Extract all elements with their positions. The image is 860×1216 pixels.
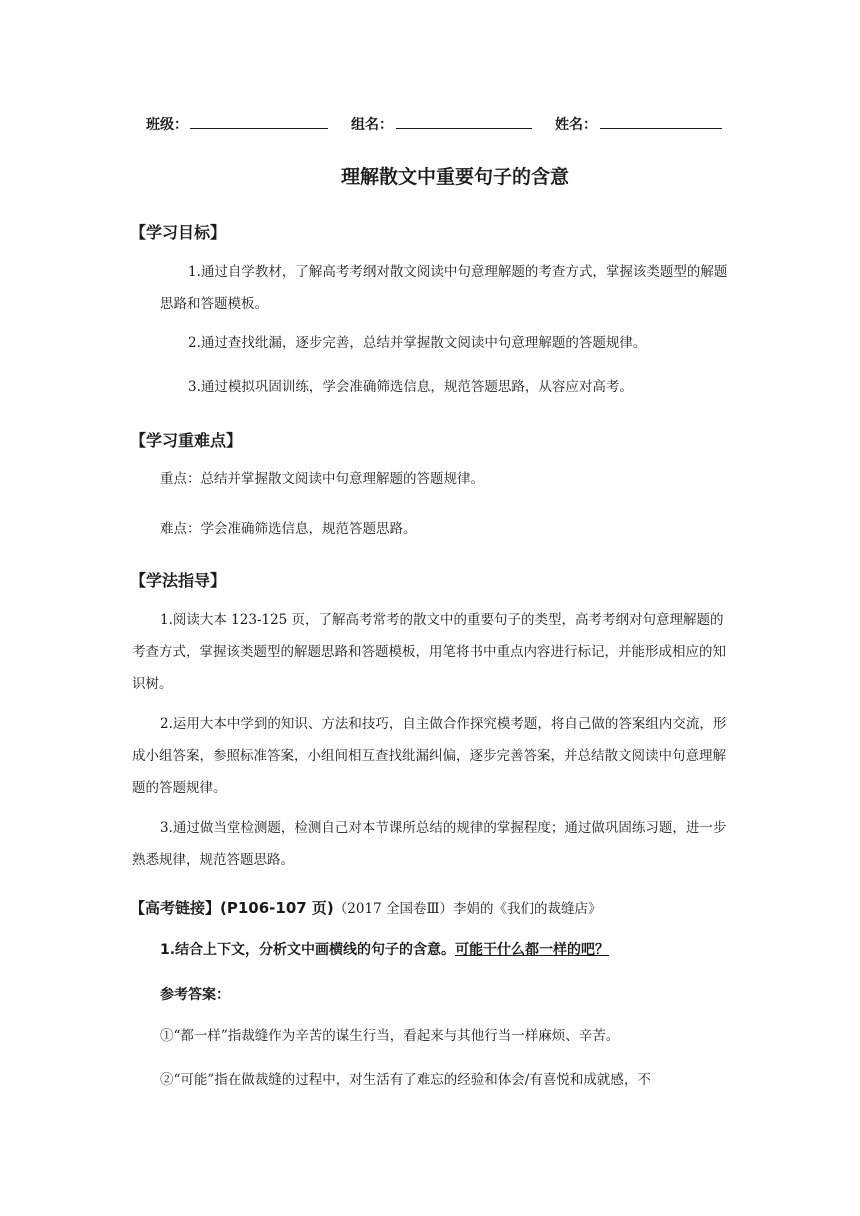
page-title: 理解散文中重要句子的含意 <box>340 166 569 188</box>
goals-heading: 【学习目标】 <box>130 223 227 242</box>
goal-item-3: 3.通过模拟巩固训练，学会准确筛选信息，规范答题思路，从容应对高考。 <box>188 379 633 395</box>
method-item-2: 2.运用大本中学到的知识、方法和技巧，自主做合作探究模考题，将自己做的答案组内交流，形成小组答案，参照标准答案，小组间相互查找纰漏纠偏，逐步完善答案，并总结散文阅读中句意理解题的答题规律。 <box>132 716 727 796</box>
key-points-heading: 【学习重难点】 <box>130 431 243 450</box>
exam-link-source: （2017 全国卷Ⅲ）李娟的《我们的裁缝店》 <box>333 901 602 917</box>
name-label: 姓名： <box>555 117 597 133</box>
goal-item-2: 2.通过查找纰漏，逐步完善，总结并掌握散文阅读中句意理解题的答题规律。 <box>188 335 647 351</box>
class-label: 班级： <box>146 117 188 133</box>
exam-link-pages: (P106-107 页) <box>220 899 334 917</box>
group-blank <box>396 128 532 129</box>
question-text: 1.结合上下文，分析文中画横线的句子的含意。 <box>160 942 456 958</box>
answer-label: 参考答案： <box>160 987 230 1003</box>
class-blank <box>190 128 328 129</box>
focus-text: 重点：总结并掌握散文阅读中句意理解题的答题规律。 <box>160 471 484 487</box>
difficulty-text: 难点：学会准确筛选信息，规范答题思路。 <box>160 521 417 537</box>
question-line <box>160 939 609 959</box>
method-heading: 【学法指导】 <box>130 571 227 590</box>
goal-item-1: 1.通过自学教材，了解高考考纲对散文阅读中句意理解题的考查方式，掌握该类题型的解题思路和答题模板。 <box>160 264 728 312</box>
answer-item-1: ①“都一样”指裁缝作为辛苦的谋生行当，看起来与其他行当一样麻烦、辛苦。 <box>160 1028 620 1044</box>
method-item-1: 1.阅读大本 123-125 页，了解高考常考的散文中的重要句子的类型，高考考纲对句意理解题的考查方式，掌握该类题型的解题思路和答题模板，用笔将书中重点内容进行标记，并能形成相应的知识树。 <box>132 612 726 692</box>
method-item-3: 3.通过做当堂检测题，检测自己对本节课所总结的规律的掌握程度；通过做巩固练习题，进一步熟悉规律，规范答题思路。 <box>132 820 727 868</box>
answer-item-2: ②“可能”指在做裁缝的过程中，对生活有了难忘的经验和体会/有喜悦和成就感，不 <box>160 1072 651 1088</box>
exam-link-heading: 【高考链接】 <box>130 899 221 917</box>
exam-link-line <box>130 897 601 918</box>
underlined-sentence: 可能干什么都一样的吧？ <box>455 942 610 958</box>
group-label: 组名： <box>351 117 393 133</box>
name-blank <box>600 128 722 129</box>
